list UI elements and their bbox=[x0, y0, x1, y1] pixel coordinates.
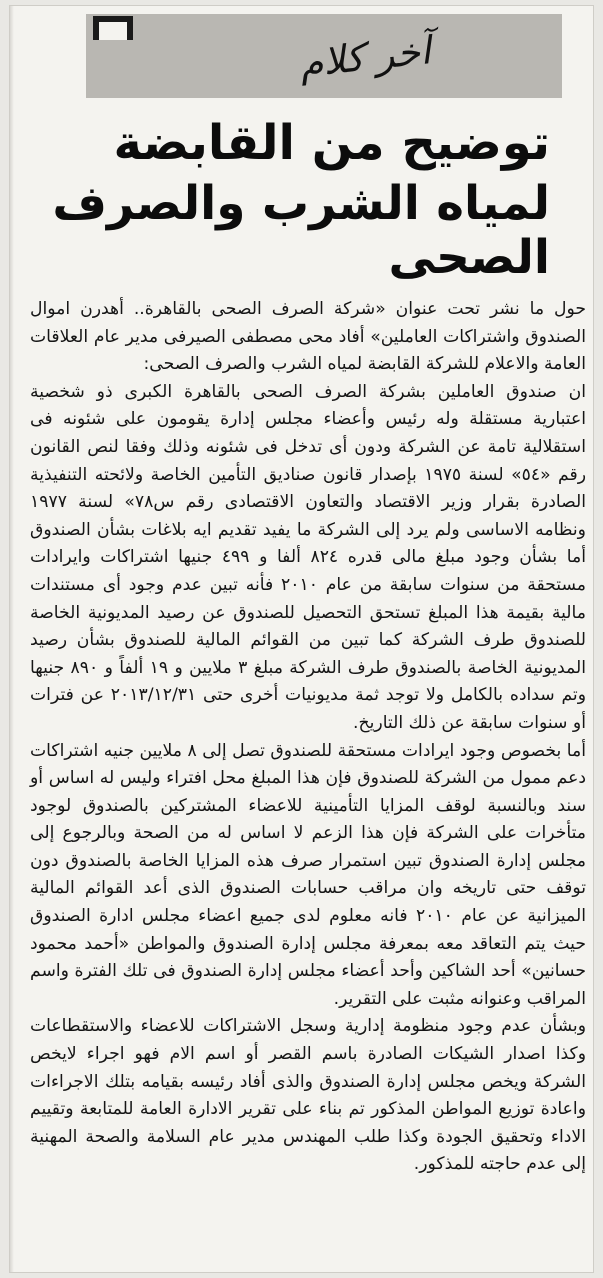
column-title: آخر كلام bbox=[297, 28, 433, 86]
article-paragraph: ان صندوق العاملين بشركة الصرف الصحى بالقاهرة الكبرى ذو شخصية اعتبارية مستقلة وله رئيس وأعضاء مجلس إدارة يقومون على شئونه فى استقلالية تامة عن الشركة ودون أى تدخل فى شئونه وذلك وفقا لنص القانون رقم «٥٤» لسنة ١٩٧٥ بإصدار قانون صناديق التأمين الخاصة ولائحته التنفيذية الصادرة بقرار وزير الاقتصاد والتعاون الاقتصادى رقم س٧٨» لسنة ١٩٧٧ ونظامه الاساسى ولم يرد إلى الشركة ما يفيد تقديم ايه بلاغات بشأن الصندوق أما بشأن وجود مبلغ مالى قدره ٨٢٤ ألفا و ٤٩٩ جنيها اشتراكات وايرادات مستحقة من سنوات سابقة من عام ٢٠١٠ فأنه تبين عدم وجود أى مستندات مالية بقيمة هذا المبلغ تستحق التحصيل للصندوق عن رصيد المديونية الخاصة للصندوق طرف الشركة كما تبين من القوائم المالية للصندوق بشأن رصيد المديونية الخاصة بالصندوق طرف الشركة مبلغ ٣ ملايين و ١٩ ألفاً و ٨٩٠ جنيها وتم سداده بالكامل ولا توجد ثمة مديونيات أخرى حتى ٢٠١٣/١٢/٣١ عن فترات أو سنوات سابقة عن ذلك التاريخ. bbox=[30, 381, 587, 733]
headline bbox=[50, 116, 550, 285]
article-paragraph: وبشأن عدم وجود منظومة إدارية وسجل الاشتراكات للاعضاء والاستقطاعات وكذا اصدار الشيكات الصادرة باسم القصر أو اسم الام فهو اجراء لايخص الشركة ويخص مجلس إدارة الصندوق والذى أفاد رئيسه بقيامه بتلك الاجراءات واعادة توزيع المواطن المذكور تم بناء على تقرير الادارة العامة للمتابعة وتقييم الاداء وتحقيق الجودة وكذا طلب المهندس مدير عام السلامة والصحة المهنية إلى عدم حاجته للمذكور. bbox=[30, 1016, 586, 1175]
article-paragraph: حول ما نشر تحت عنوان «شركة الصرف الصحى بالقاهرة.. أهدرن اموال الصندوق واشتراكات العاملين» أفاد محى مصطفى الصيرفى مدير عام العلاقات العامة والاعلام للشركة القابضة لمياه الشرب والصرف الصحى: bbox=[30, 299, 586, 375]
headline-line-2: لمياه الشرب والصرف الصحى bbox=[52, 176, 550, 286]
newspaper-clipping bbox=[10, 6, 593, 1272]
headline-line-1: توضيح من القابضة bbox=[113, 115, 550, 171]
paper-fold-shadow bbox=[10, 6, 14, 1272]
corner-mark bbox=[93, 16, 133, 40]
article-paragraph: أما بخصوص وجود ايرادات مستحقة للصندوق تصل إلى ٨ ملايين جنيه اشتراكات دعم ممول من الشركة للصندوق فإن هذا المبلغ محل افتراء وليس له اساس أو سند وبالنسبة لوقف المزايا التأمينية للاعضاء المشتركين بالصندوق لوجود متأخرات على الشركة فإن هذا الزعم لا اساس له من الصحة وبالرجوع إلى مجلس إدارة الصندوق تبين استمرار صرف هذه المزايا الخاصة بالصندوق دون توقف حتى تاريخه وان مراقب حسابات الصندوق الذى أعد القوائم المالية الميزانية عن عام ٢٠١٠ فانه معلوم لدى جميع اعضاء مجلس ادارة الصندوق حيث يتم التعاقد معه بمعرفة مجلس إدارة الصندوق والمواطن «أحمد محمود حسانين» أحد الشاكين وأحد أعضاء مجلس إدارة الصندوق فى تلك الفترة واسم المراقب وعنوانه مثبت على التقرير. bbox=[30, 740, 587, 1009]
article-body bbox=[30, 296, 586, 1179]
